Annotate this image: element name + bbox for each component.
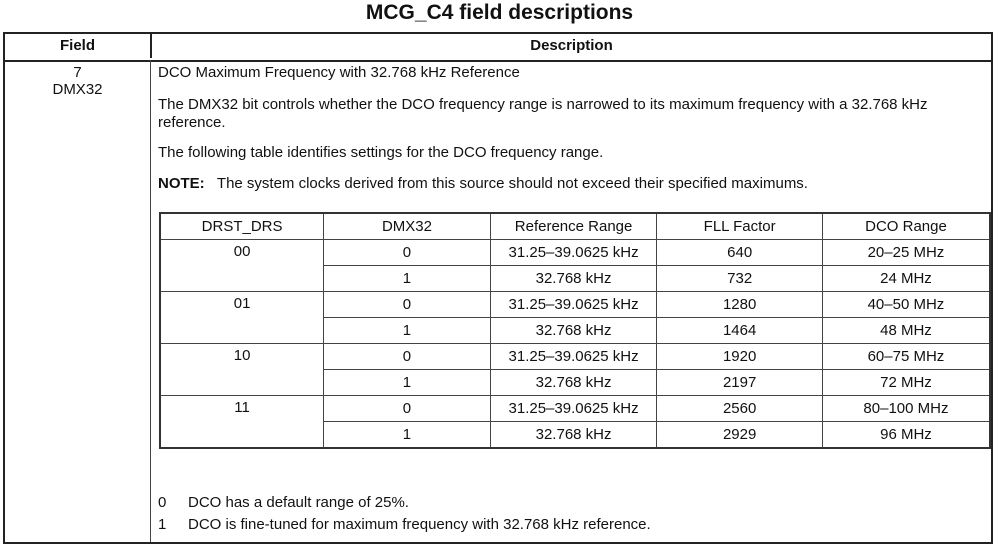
cell-dco-range: 40–50 MHz <box>822 292 990 318</box>
field-bit: 7 <box>73 64 82 81</box>
col-drst-drs: DRST_DRS <box>160 213 324 240</box>
cell-reference-range: 32.768 kHz <box>490 318 657 344</box>
cell-fll-factor: 2560 <box>657 396 823 422</box>
table-row <box>160 240 990 266</box>
cell-fll-factor: 1464 <box>657 318 823 344</box>
cell-dco-range: 96 MHz <box>822 422 990 449</box>
cell-dmx32: 1 <box>324 422 491 449</box>
col-dco-range: DCO Range <box>822 213 990 240</box>
description-para2: The following table identifies settings for the DCO frequency range. <box>158 144 604 161</box>
dco-range-table <box>159 212 991 449</box>
cell-drst-drs: 00 <box>160 240 324 292</box>
header-field: Field <box>5 34 152 58</box>
cell-fll-factor: 2929 <box>657 422 823 449</box>
table-row <box>160 344 990 370</box>
cell-reference-range: 32.768 kHz <box>490 370 657 396</box>
value-0 <box>158 494 409 512</box>
cell-dco-range: 60–75 MHz <box>822 344 990 370</box>
cell-dmx32: 0 <box>324 396 491 422</box>
cell-fll-factor: 1920 <box>657 344 823 370</box>
cell-dmx32: 0 <box>324 292 491 318</box>
cell-dmx32: 0 <box>324 240 491 266</box>
cell-dmx32: 1 <box>324 370 491 396</box>
cell-drst-drs: 01 <box>160 292 324 344</box>
cell-reference-range: 31.25–39.0625 kHz <box>490 396 657 422</box>
column-divider <box>150 60 151 542</box>
cell-dco-range: 24 MHz <box>822 266 990 292</box>
page-title: MCG_C4 field descriptions <box>365 1 634 24</box>
cell-reference-range: 32.768 kHz <box>490 422 657 449</box>
cell-dmx32: 0 <box>324 344 491 370</box>
cell-reference-range: 31.25–39.0625 kHz <box>490 240 657 266</box>
field-name: DMX32 <box>52 81 103 98</box>
col-dmx32: DMX32 <box>324 213 491 240</box>
cell-fll-factor: 1280 <box>657 292 823 318</box>
col-reference-range: Reference Range <box>490 213 657 240</box>
inner-header-row <box>160 213 990 240</box>
cell-fll-factor: 640 <box>657 240 823 266</box>
cell-dco-range: 72 MHz <box>822 370 990 396</box>
value-text: DCO has a default range of 25%. <box>188 494 409 511</box>
cell-reference-range: 31.25–39.0625 kHz <box>490 344 657 370</box>
cell-drst-drs: 11 <box>160 396 324 449</box>
cell-dmx32: 1 <box>324 318 491 344</box>
field-descriptions-table <box>3 32 993 544</box>
cell-fll-factor: 732 <box>657 266 823 292</box>
value-1 <box>158 516 651 534</box>
cell-dmx32: 1 <box>324 266 491 292</box>
value-key: 0 <box>158 494 167 511</box>
cell-dco-range: 48 MHz <box>822 318 990 344</box>
value-key: 1 <box>158 516 167 533</box>
table-row <box>160 292 990 318</box>
note <box>158 175 981 193</box>
cell-fll-factor: 2197 <box>657 370 823 396</box>
cell-dco-range: 20–25 MHz <box>822 240 990 266</box>
cell-reference-range: 31.25–39.0625 kHz <box>490 292 657 318</box>
field-cell <box>5 64 150 98</box>
col-fll-factor: FLL Factor <box>657 213 823 240</box>
description-heading: DCO Maximum Frequency with 32.768 kHz Reference <box>158 64 520 81</box>
description-para1: The DMX32 bit controls whether the DCO frequency range is narrowed to its maximum frequency with a 32.768 kHz reference. <box>158 96 928 131</box>
note-text: The system clocks derived from this source should not exceed their specified maximums. <box>216 175 808 192</box>
value-text: DCO is fine-tuned for maximum frequency with 32.768 kHz reference. <box>188 516 651 533</box>
header-row <box>5 34 991 62</box>
cell-drst-drs: 10 <box>160 344 324 396</box>
cell-dco-range: 80–100 MHz <box>822 396 990 422</box>
header-description: Description <box>530 37 613 54</box>
table-row <box>160 396 990 422</box>
note-label: NOTE: <box>158 175 205 192</box>
cell-reference-range: 32.768 kHz <box>490 266 657 292</box>
